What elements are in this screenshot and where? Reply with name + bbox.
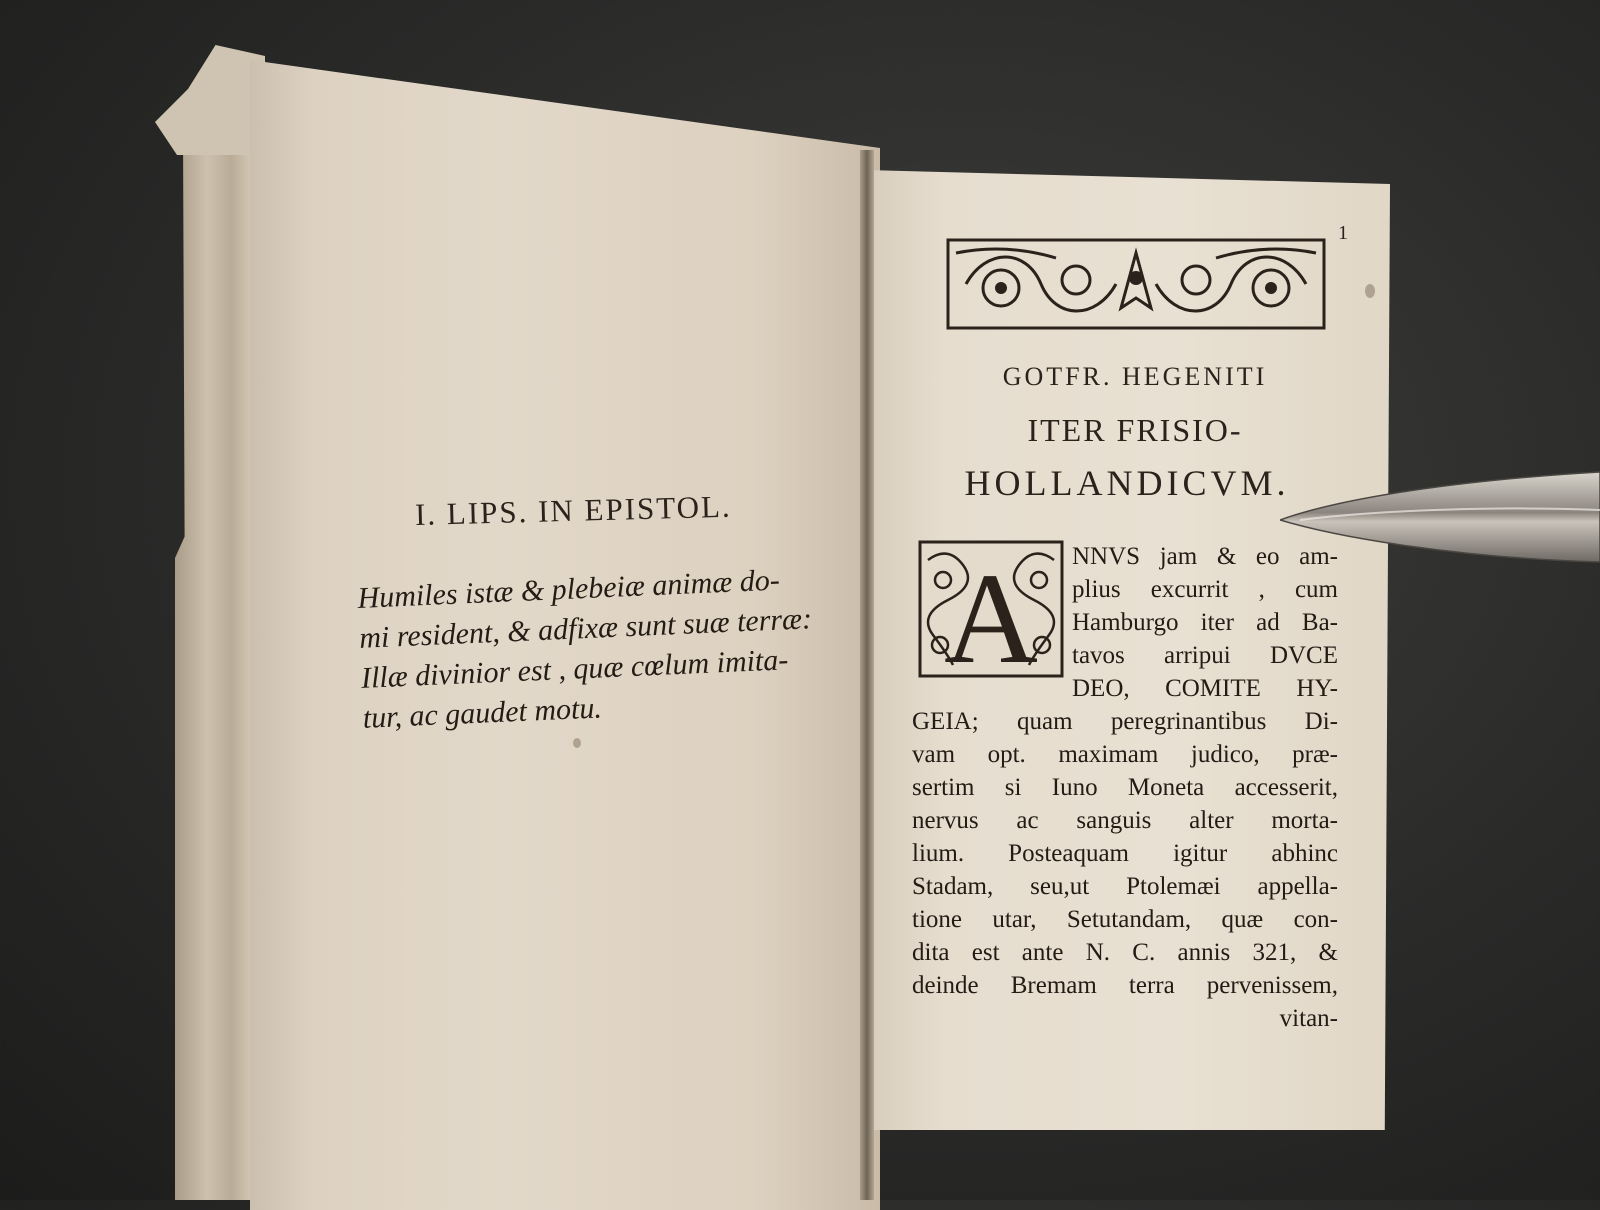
title-line-1: ITER FRISIO- <box>1027 412 1243 448</box>
left-page-heading: I. LIPS. IN EPISTOL. <box>414 488 733 532</box>
ink-spot <box>573 738 581 748</box>
body-line: lium. Posteaquam igitur abhinc <box>912 840 1338 867</box>
body-line: tavos arripui DVCE <box>1072 642 1338 669</box>
body-text <box>912 540 1338 1035</box>
body-line: vam opt. maximam judico, præ- <box>912 741 1338 768</box>
body-line: GEIA; quam peregrinantibus Di- <box>912 708 1338 735</box>
body-line: Hamburgo iter ad Ba- <box>1072 609 1338 636</box>
quote-line: tur, ac gaudet motu. <box>362 691 603 735</box>
quote-line: Humiles istæ & plebeiæ animæ do- <box>356 563 781 615</box>
author-line: GOTFR. HEGENITI <box>1002 362 1268 391</box>
body-line: NNVS jam & eo am- <box>1072 543 1338 570</box>
body-line: plius excurrit , cum <box>1072 576 1338 603</box>
page-number: 1 <box>1338 222 1348 244</box>
foxing-spot <box>1365 284 1375 298</box>
ornamental-headpiece-icon <box>946 238 1326 330</box>
body-line: sertim si Iuno Moneta accesserit, <box>912 774 1338 801</box>
book-gutter <box>860 150 874 1200</box>
body-line: Stadam, seu,ut Ptolemæi appella- <box>912 873 1338 900</box>
title-line-2: HOLLANDICVM. <box>964 463 1290 503</box>
knife-blade-icon <box>1280 470 1600 570</box>
catchword: vitan- <box>1279 1005 1338 1032</box>
body-line: dita est ante N. C. annis 321, & <box>912 939 1338 966</box>
initial-letter: A <box>944 547 1038 678</box>
body-line: deinde Bremam terra pervenissem, <box>912 972 1338 999</box>
left-page-quote <box>357 557 864 739</box>
quote-line: mi resident, & adfixæ sunt suæ terræ: <box>358 602 813 655</box>
torn-binding <box>155 45 265 155</box>
page-block-edge <box>175 130 255 1200</box>
body-line: tione utar, Setutandam, quæ con- <box>912 906 1338 933</box>
quote-line: Illæ divinior est , quæ cœlum imita- <box>360 643 789 695</box>
body-line: DEO, COMITE HY- <box>1072 675 1338 702</box>
body-line: nervus ac sanguis alter morta- <box>912 807 1338 834</box>
